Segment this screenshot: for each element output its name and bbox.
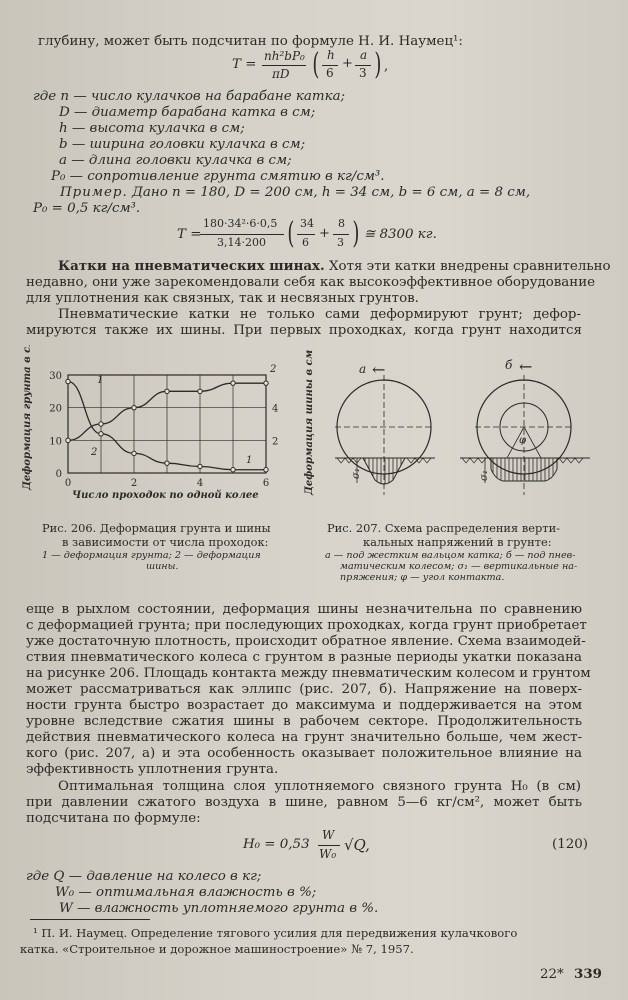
formula-2-result: ≅ 8300 кг.: [364, 227, 437, 242]
example-label: Пример.: [60, 185, 128, 200]
body-line: эффективность уплотнения грунта.: [26, 762, 279, 777]
formula-2-p2-num: 8: [338, 217, 345, 230]
section-line: для уплотнения как связных, так и несвязных грунтов.: [26, 291, 419, 306]
formula-1-lhs: T =: [232, 57, 257, 72]
fig206-caption-1: Рис. 206. Деформация грунта и шины: [42, 521, 271, 535]
data-point: [264, 468, 268, 472]
formula-1-p2-den: 3: [359, 66, 367, 80]
chart-grid: [49, 371, 278, 489]
formula-2-plus: +: [319, 226, 330, 241]
stress-diagram-a: [363, 458, 405, 484]
fig207-legend-3: пряжения; φ — угол контакта.: [340, 572, 505, 583]
fraction-bar: [200, 234, 284, 235]
x-tick-label: 4: [196, 478, 204, 489]
fig207-legend-2: матическим колесом; σ₁ — вертикальные на-: [340, 561, 578, 572]
body-line: на рисунке 206. Площадь контакта между пневматическим колесом и грунтом: [26, 666, 591, 681]
x-tick-label: 6: [262, 478, 270, 489]
body-line: еще в рыхлом состоянии, деформация шины незначительна по сравнению: [26, 602, 582, 617]
data-point: [198, 464, 202, 468]
definition-line: W₀ — оптимальная влажность в %;: [55, 885, 317, 900]
section-first-line: [58, 258, 611, 275]
data-point: [231, 381, 235, 385]
example-text: Дано n = 180, D = 200 см, h = 34 см, b = 6 см, a = 8 см,: [132, 185, 531, 200]
formula-1-denominator: πD: [272, 67, 290, 81]
body-line: ствия пневматического колеса с грунтом в разные периоды укатки показана: [26, 650, 582, 665]
body-line: уже достаточную плотность, происходит обратное явление. Схема взаимодей-: [26, 634, 586, 649]
data-point: [132, 405, 136, 409]
data-point: [99, 432, 103, 436]
data-point: [66, 438, 70, 442]
page-footer: [540, 966, 602, 983]
paren-open: (: [287, 216, 295, 251]
body-line: действия пневматического колеса на грунт значительно больше, чем жест-: [26, 730, 582, 745]
section-heading: Катки на пневматических шинах.: [58, 258, 325, 274]
curve-label-1-top: 1: [97, 375, 104, 386]
data-point: [66, 379, 70, 383]
intro-line: глубину, может быть подсчитан по формуле Н. И. Наумец¹:: [38, 34, 463, 49]
section-line: мируются также их шины. При первых проходках, когда грунт находится: [26, 323, 582, 338]
formula-120-denominator: W₀: [319, 847, 337, 861]
formula-2-p2-den: 3: [337, 236, 344, 249]
section-line-rest: Хотя эти катки внедрены сравнительно: [328, 259, 611, 274]
footnote-line-2: катка. «Строительное и дорожное машиностроение» № 7, 1957.: [20, 942, 414, 956]
formula-120-lhs: H₀ = 0,53: [243, 837, 310, 852]
data-point: [198, 389, 202, 393]
y-tick-label-left: 30: [49, 371, 62, 382]
figure-206: [20, 345, 320, 520]
para3-line: Оптимальная толщина слоя уплотняемого связного грунта H₀ (в см): [58, 779, 581, 794]
footnote-line-1: ¹ П. И. Наумец. Определение тягового усилия для передвижения кулачкового: [33, 926, 518, 940]
body-line: уровне вследствие сжатия шины в рабочем секторе. Продолжительность: [26, 714, 582, 729]
definition-line: где Q — давление на колесо в кг;: [26, 869, 262, 884]
body-line: может рассматриваться как эллипс (рис. 207, б). Напряжение на поверх-: [26, 682, 582, 697]
fig206-chart: [20, 345, 320, 520]
definition-line: D — диаметр барабана катка в см;: [59, 105, 316, 120]
arrow-left-icon: ←: [519, 357, 533, 376]
contact-angle-line: [524, 427, 541, 458]
data-point: [231, 468, 235, 472]
formula-1-plus: +: [342, 56, 353, 71]
arrow-left-icon: ←: [372, 360, 386, 379]
y-axis-label-right: Деформация шины в см: [304, 349, 315, 495]
definition-line: h — высота кулачка в см;: [59, 121, 245, 136]
formula-2-lhs: T =: [177, 227, 202, 242]
y-tick-label-left: 10: [49, 436, 62, 448]
fig207-legend-1: а — под жестким вальцом катка; б — под пнев-: [325, 550, 576, 561]
formula-1-p1-den: 6: [326, 66, 334, 80]
body-line: ности грунта быстро возрастает до максимума и поддерживается на этом: [26, 698, 582, 713]
definition-line: где n — число кулачков на барабане катка;: [33, 89, 346, 104]
y-tick-label-left: 20: [49, 403, 62, 415]
printer-signature: 22*: [540, 967, 564, 982]
formula-number: (120): [552, 837, 589, 852]
x-tick-label: 0: [64, 478, 72, 489]
example-line-1: [60, 184, 530, 201]
fig207-caption-1: Рис. 207. Схема распределения верти-: [327, 521, 561, 535]
data-point: [165, 461, 169, 465]
y-tick-label-right: 4: [272, 403, 279, 415]
y-axis-label-left: Деформация грунта в см: [22, 345, 33, 490]
fraction-bar: [262, 65, 306, 66]
fig206-caption-2: в зависимости от числа проходок:: [62, 535, 269, 549]
definition-line: P₀ — сопротивление грунта смятию в кг/см³.: [51, 169, 385, 184]
formula-120-root: √Q,: [344, 836, 370, 854]
data-point: [99, 422, 103, 426]
definition-line: b — ширина головки кулачка в см;: [59, 137, 306, 152]
fig207-caption-2: кальных напряжений в грунте:: [363, 535, 552, 549]
formula-2-numerator: 180·34²·6·0,5: [203, 217, 278, 230]
page-number: 339: [574, 966, 602, 982]
paren-close: ): [374, 47, 382, 82]
figure-207: [335, 345, 610, 515]
formula-2-denominator: 3,14·200: [217, 236, 266, 249]
formula-120-numerator: W: [322, 828, 335, 842]
data-point: [264, 381, 268, 385]
paren-open: (: [312, 47, 320, 82]
formula-2-p1-den: 6: [302, 236, 309, 249]
body-line: с деформацией грунта; при последующих проходках, когда грунт приобретает: [26, 618, 587, 633]
body-line: кого (рис. 207, а) и эта особенность оказывает положительное влияние на: [26, 746, 582, 761]
sigma-label-a: σ₁: [351, 468, 362, 479]
example-line-2: P₀ = 0,5 кг/см³.: [33, 201, 141, 216]
para3-line: подсчитана по формуле:: [26, 811, 201, 826]
data-point: [132, 451, 136, 455]
stress-diagram-b: [491, 458, 557, 481]
data-point: [165, 389, 169, 393]
fraction-bar: [297, 234, 315, 235]
formula-1-comma: ,: [384, 59, 389, 74]
x-tick-label: 2: [130, 478, 138, 489]
fig206-legend-1: 1 — деформация грунта; 2 — деформация: [42, 550, 261, 561]
curve-label-2-end: 2: [270, 364, 277, 375]
footnote-divider: [30, 919, 150, 920]
formula-1-numerator: nh²bP₀: [264, 49, 305, 63]
formula-1-p1-num: h: [327, 48, 335, 62]
section-line: Пневматические катки не только сами деформируют грунт; дефор-: [58, 307, 581, 322]
formula-2-p1-num: 34: [300, 217, 314, 230]
fig207-diagram: [335, 345, 610, 515]
para3-line: при давлении сжатого воздуха в шине, равном 5—6 кг/см², может быть: [26, 795, 582, 810]
y-tick-label-left: 0: [55, 469, 62, 480]
definition-line: W — влажность уплотняемого грунта в %.: [59, 901, 379, 916]
curve-label-2-bottom: 2: [91, 447, 98, 458]
label-b: б: [505, 358, 513, 372]
definition-line: a — длина головки кулачка в см;: [59, 153, 292, 168]
y-tick-label-right: 2: [272, 436, 279, 448]
formula-1-p2-num: a: [360, 48, 368, 62]
paren-close: ): [352, 216, 360, 251]
section-line: недавно, они уже зарекомендовали себя как высокоэффективное оборудование: [26, 275, 596, 290]
fraction-bar: [333, 234, 349, 235]
curve-label-1-end: 1: [246, 455, 253, 466]
sigma-label-b: σ₁: [479, 470, 490, 481]
x-axis-label: Число проходок по одной колее: [72, 490, 259, 501]
label-a: а: [359, 362, 367, 376]
fig206-legend-2: шины.: [146, 561, 179, 572]
phi-label: φ: [519, 435, 527, 446]
fraction-bar: [318, 845, 340, 846]
